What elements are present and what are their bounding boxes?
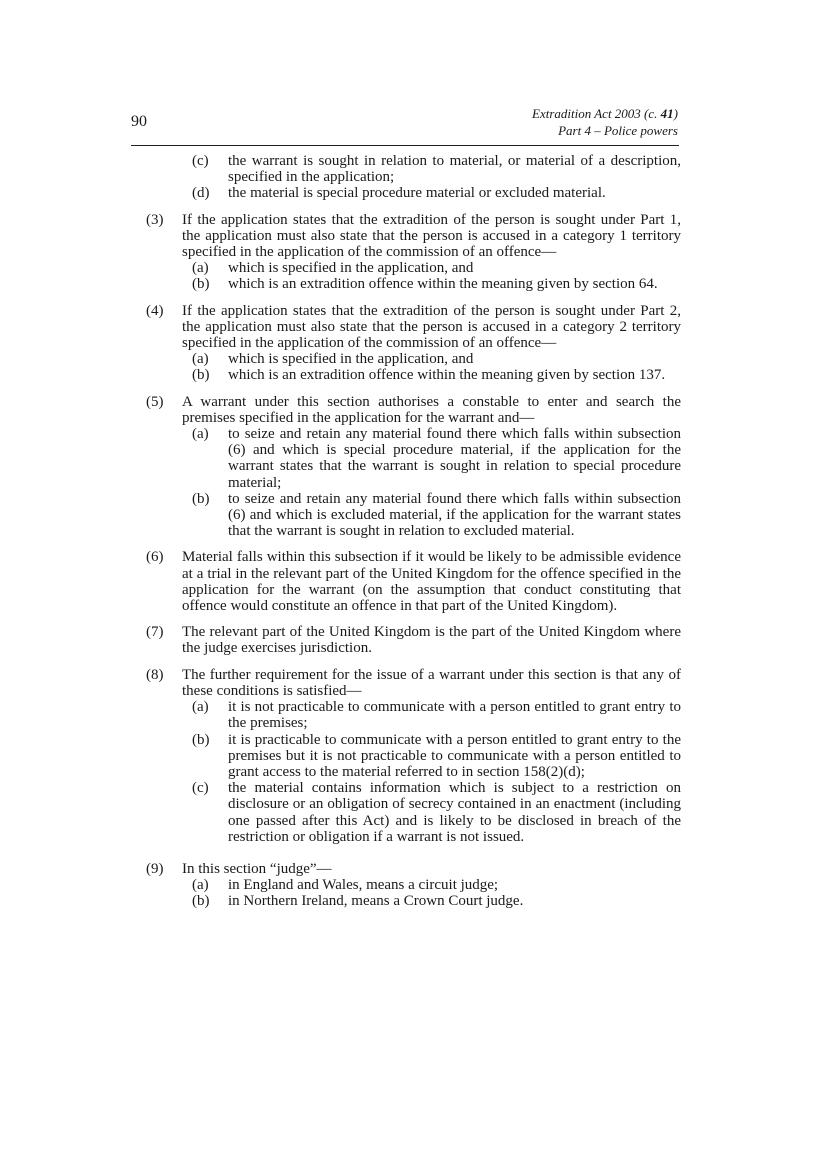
item-text: the material contains information which is subject to a restriction on disclosure or an obligation of secrecy contained in an enactment (including one passed after this Act) and is likely to be disclosed in breach of the restriction or obligation if a warrant is not issued.: [228, 780, 681, 845]
subsection-number: (7): [146, 624, 164, 641]
item-label: (c): [192, 153, 209, 169]
subsection-3: [146, 212, 681, 293]
subsection-5: [146, 394, 681, 540]
act-chapter: 41: [660, 106, 674, 121]
item-label: (b): [192, 893, 210, 910]
list-item: [146, 491, 681, 540]
item-label: (a): [192, 877, 209, 894]
header-rule: [131, 145, 679, 146]
item-label: (b): [192, 367, 210, 384]
document-body: [146, 151, 681, 910]
subsection-7: [146, 624, 681, 656]
subsection-number: (4): [146, 302, 164, 319]
subsection-text: If the application states that the extradition of the person is sought under Part 2, the application must also state that the person is accused in a category 2 territory specified in the application of the commission of an offence—: [182, 302, 681, 352]
list-item: [146, 276, 681, 292]
subsection-text: The further requirement for the issue of a warrant under this section is that any of these conditions is satisfied—: [182, 666, 681, 699]
subsection-8: [146, 667, 681, 845]
list-item: [146, 367, 681, 383]
subsection-text: In this section “judge”—: [182, 860, 332, 877]
running-head: [532, 105, 678, 139]
item-label: (a): [192, 351, 209, 368]
subsection-text: A warrant under this section authorises a constable to enter and search the premises specified in the application for the warrant and—: [182, 393, 681, 426]
list-item: [146, 699, 681, 731]
item-text: it is not practicable to communicate with a person entitled to grant entry to the premises;: [228, 699, 681, 732]
list-item: [146, 185, 681, 201]
item-text: in England and Wales, means a circuit judge;: [228, 877, 499, 894]
item-label: (a): [192, 426, 209, 443]
item-text: which is specified in the application, and: [228, 351, 474, 368]
subsection-text: The relevant part of the United Kingdom is the part of the United Kingdom where the judge exercises jurisdiction.: [182, 624, 681, 657]
list-item: [146, 426, 681, 491]
item-text: which is specified in the application, and: [228, 260, 474, 277]
item-text: which is an extradition offence within the meaning given by section 137.: [228, 367, 666, 384]
subsection-9: [146, 861, 681, 910]
item-label: (b): [192, 276, 210, 293]
page-number: 90: [131, 113, 147, 130]
part-title: Part 4 – Police powers: [558, 123, 678, 138]
item-label: (b): [192, 731, 210, 748]
item-text: the warrant is sought in relation to material, or material of a description, specified in the application;: [228, 153, 681, 186]
list-item: [146, 732, 681, 781]
item-text: to seize and retain any material found there which falls within subsection (6) and which is special procedure material, if the application for the warrant states that the warrant is sought in relation to special procedure material;: [228, 426, 681, 491]
list-item: [146, 260, 681, 276]
subsection-number: (9): [146, 860, 164, 877]
subsection-number: (3): [146, 211, 164, 228]
subsection-6: [146, 549, 681, 614]
subsection-text: Material falls within this subsection if it would be likely to be admissible evidence at a trial in the relevant part of the United Kingdom for the offence specified in the application for the warrant (on the assumption that conduct constituting that offence would constitute an offence in that part of the United Kingdom).: [182, 549, 681, 615]
act-title: Extradition Act 2003 (c. 41): [532, 106, 678, 121]
list-item: [146, 780, 681, 845]
item-label: (c): [192, 780, 209, 797]
list-item: [146, 877, 681, 893]
list-item: [146, 351, 681, 367]
subsection-number: (5): [146, 393, 164, 410]
subsection-4: [146, 303, 681, 384]
item-label: (b): [192, 490, 210, 507]
item-label: (a): [192, 260, 209, 277]
subsection-number: (8): [146, 666, 164, 683]
item-text: the material is special procedure material or excluded material.: [228, 185, 606, 202]
subsection-number: (6): [146, 549, 164, 566]
item-text: it is practicable to communicate with a person entitled to grant entry to the premises but it is not practicable to communicate with a person entitled to grant access to the material referred to in section 158(2)(d);: [228, 731, 681, 780]
subsection-text: If the application states that the extradition of the person is sought under Part 1, the application must also state that the person is accused in a category 1 territory specified in the application of the commission of an offence—: [182, 211, 681, 261]
item-text: in Northern Ireland, means a Crown Court judge.: [228, 893, 524, 910]
item-text: to seize and retain any material found there which falls within subsection (6) and which is excluded material, if the application for the warrant states that the warrant is sought in relation to excluded material.: [228, 490, 681, 540]
item-label: (d): [192, 185, 210, 202]
item-label: (a): [192, 699, 209, 716]
item-text: which is an extradition offence within the meaning given by section 64.: [228, 276, 658, 293]
continued-items: [146, 153, 681, 202]
list-item: [146, 153, 681, 185]
list-item: [146, 893, 681, 909]
